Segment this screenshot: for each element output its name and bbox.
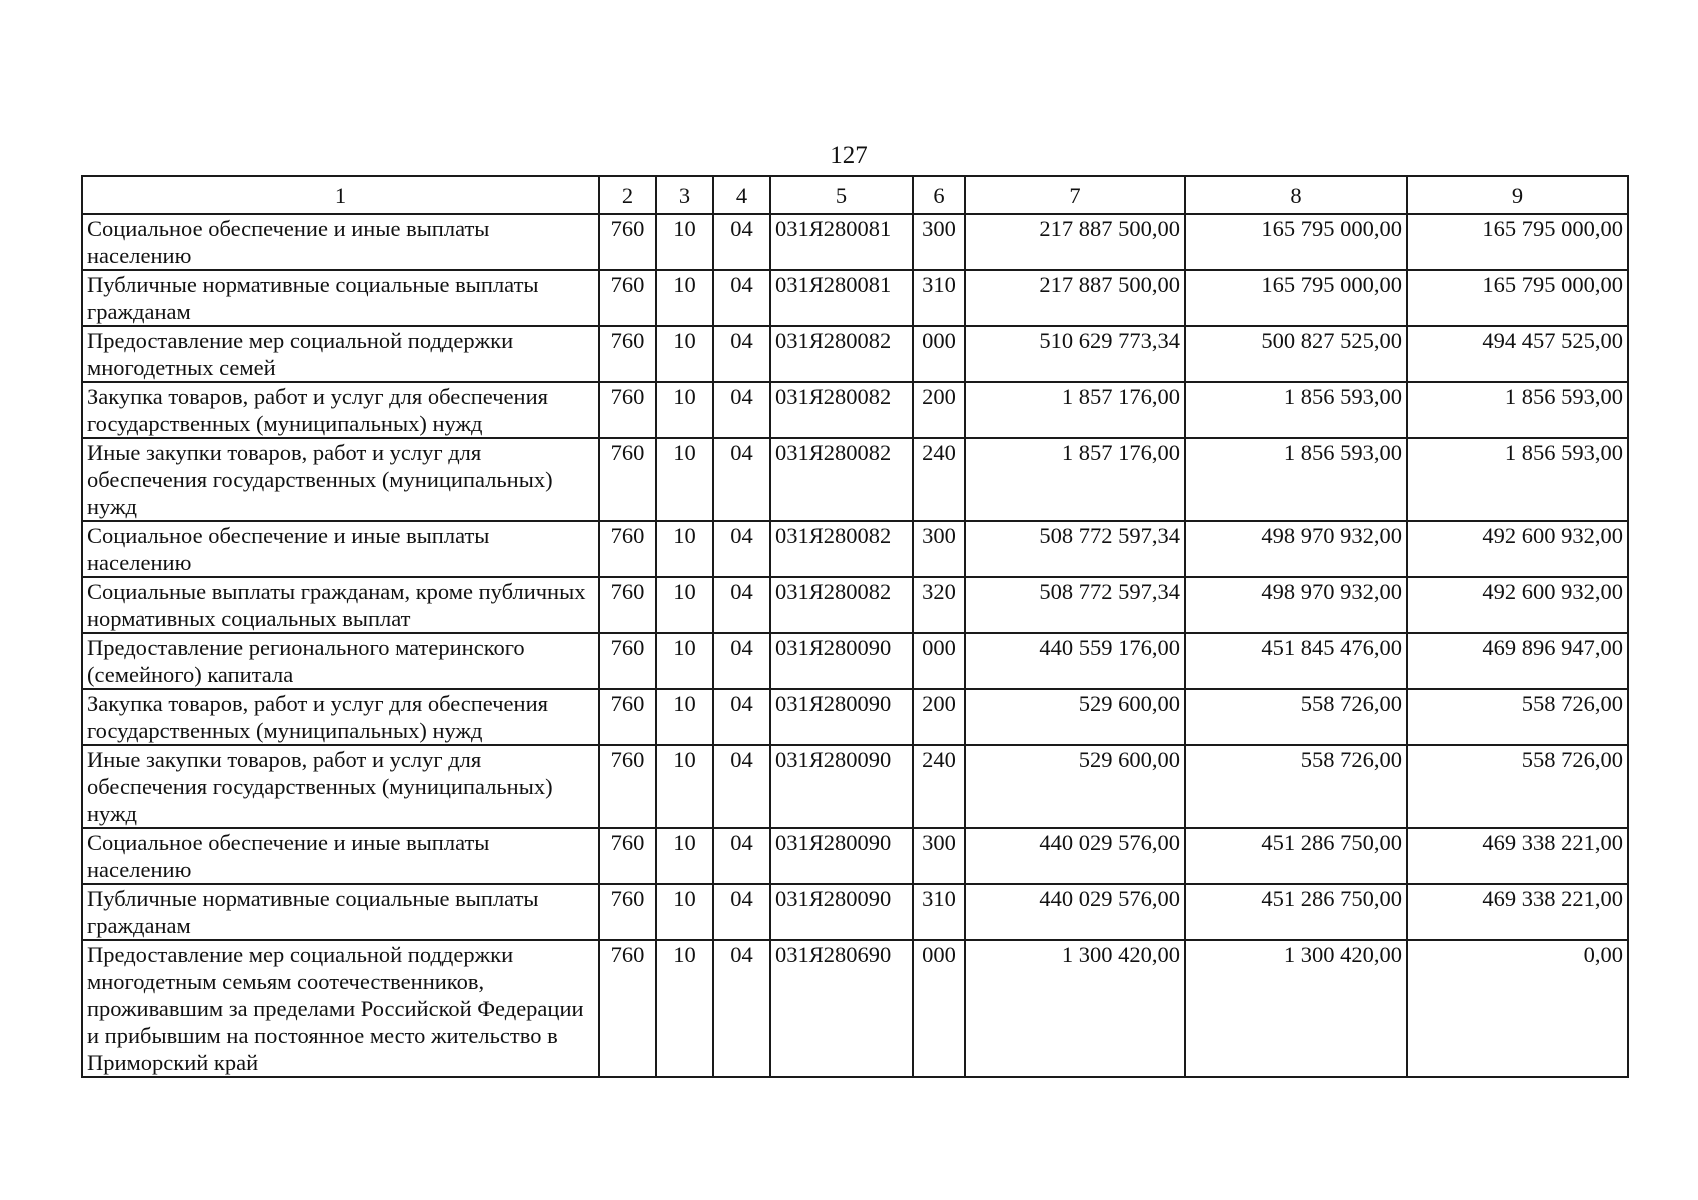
- row-code-5: 031Я280090: [770, 689, 913, 745]
- row-code-3: 10: [656, 577, 713, 633]
- row-code-3: 10: [656, 521, 713, 577]
- row-code-4: 04: [713, 940, 770, 1077]
- budget-table: [81, 175, 1629, 1078]
- header-col-4: 4: [713, 176, 770, 214]
- row-amount-8: 165 795 000,00: [1185, 270, 1407, 326]
- row-amount-9: 492 600 932,00: [1407, 577, 1628, 633]
- header-col-5: 5: [770, 176, 913, 214]
- row-code-2: 760: [599, 689, 656, 745]
- row-code-6: 300: [913, 521, 965, 577]
- row-amount-9: 469 338 221,00: [1407, 828, 1628, 884]
- row-code-6: 200: [913, 382, 965, 438]
- row-code-5: 031Я280090: [770, 633, 913, 689]
- header-col-6: 6: [913, 176, 965, 214]
- row-code-2: 760: [599, 438, 656, 521]
- row-code-2: 760: [599, 745, 656, 828]
- row-amount-9: 558 726,00: [1407, 745, 1628, 828]
- row-amount-9: 469 896 947,00: [1407, 633, 1628, 689]
- row-amount-7: 1 857 176,00: [965, 382, 1185, 438]
- header-col-9: 9: [1407, 176, 1628, 214]
- header-col-3: 3: [656, 176, 713, 214]
- row-amount-7: 508 772 597,34: [965, 577, 1185, 633]
- row-amount-9: 1 856 593,00: [1407, 438, 1628, 521]
- table-row: [82, 214, 1628, 270]
- row-code-6: 300: [913, 214, 965, 270]
- header-col-2: 2: [599, 176, 656, 214]
- row-amount-7: 440 559 176,00: [965, 633, 1185, 689]
- row-code-2: 760: [599, 940, 656, 1077]
- row-code-6: 310: [913, 270, 965, 326]
- table-row: [82, 326, 1628, 382]
- row-code-3: 10: [656, 382, 713, 438]
- table-row: [82, 438, 1628, 521]
- row-code-2: 760: [599, 521, 656, 577]
- row-amount-9: 494 457 525,00: [1407, 326, 1628, 382]
- row-name: Иные закупки товаров, работ и услуг для обеспечения государственных (муниципальных) нужд: [82, 438, 599, 521]
- row-code-6: 240: [913, 438, 965, 521]
- row-amount-9: 0,00: [1407, 940, 1628, 1077]
- row-amount-7: 1 300 420,00: [965, 940, 1185, 1077]
- row-amount-8: 451 286 750,00: [1185, 884, 1407, 940]
- row-code-4: 04: [713, 633, 770, 689]
- row-name: Предоставление мер социальной поддержки многодетных семей: [82, 326, 599, 382]
- row-code-3: 10: [656, 438, 713, 521]
- row-code-6: 200: [913, 689, 965, 745]
- row-code-5: 031Я280082: [770, 326, 913, 382]
- row-code-5: 031Я280082: [770, 438, 913, 521]
- table-row: [82, 884, 1628, 940]
- row-code-4: 04: [713, 270, 770, 326]
- row-code-3: 10: [656, 633, 713, 689]
- row-code-3: 10: [656, 884, 713, 940]
- row-code-5: 031Я280081: [770, 270, 913, 326]
- row-code-4: 04: [713, 689, 770, 745]
- row-code-6: 300: [913, 828, 965, 884]
- row-code-3: 10: [656, 940, 713, 1077]
- row-amount-9: 165 795 000,00: [1407, 270, 1628, 326]
- row-amount-7: 440 029 576,00: [965, 884, 1185, 940]
- row-amount-8: 498 970 932,00: [1185, 521, 1407, 577]
- row-amount-8: 451 286 750,00: [1185, 828, 1407, 884]
- row-code-2: 760: [599, 382, 656, 438]
- page-number: 127: [830, 142, 868, 169]
- row-code-3: 10: [656, 270, 713, 326]
- row-code-4: 04: [713, 884, 770, 940]
- row-name: Публичные нормативные социальные выплаты гражданам: [82, 884, 599, 940]
- row-amount-9: 558 726,00: [1407, 689, 1628, 745]
- row-code-4: 04: [713, 382, 770, 438]
- row-code-2: 760: [599, 633, 656, 689]
- row-amount-9: 1 856 593,00: [1407, 382, 1628, 438]
- row-amount-8: 1 856 593,00: [1185, 382, 1407, 438]
- table-row: [82, 940, 1628, 1077]
- row-code-2: 760: [599, 214, 656, 270]
- row-code-5: 031Я280090: [770, 884, 913, 940]
- row-name: Закупка товаров, работ и услуг для обеспечения государственных (муниципальных) нужд: [82, 382, 599, 438]
- row-name: Социальное обеспечение и иные выплаты населению: [82, 828, 599, 884]
- row-code-2: 760: [599, 270, 656, 326]
- row-amount-9: 492 600 932,00: [1407, 521, 1628, 577]
- row-code-4: 04: [713, 745, 770, 828]
- row-amount-7: 529 600,00: [965, 689, 1185, 745]
- row-code-6: 000: [913, 326, 965, 382]
- row-code-2: 760: [599, 577, 656, 633]
- table-row: [82, 633, 1628, 689]
- table-row: [82, 828, 1628, 884]
- table-row: [82, 745, 1628, 828]
- table-row: [82, 270, 1628, 326]
- table-row: [82, 382, 1628, 438]
- row-name: Социальное обеспечение и иные выплаты населению: [82, 521, 599, 577]
- row-code-3: 10: [656, 828, 713, 884]
- row-code-6: 000: [913, 940, 965, 1077]
- row-code-2: 760: [599, 884, 656, 940]
- table-row: [82, 577, 1628, 633]
- header-row: [82, 176, 1628, 214]
- row-code-5: 031Я280090: [770, 745, 913, 828]
- row-amount-7: 217 887 500,00: [965, 270, 1185, 326]
- row-code-2: 760: [599, 326, 656, 382]
- table-row: [82, 521, 1628, 577]
- row-amount-8: 1 300 420,00: [1185, 940, 1407, 1077]
- row-code-5: 031Я280690: [770, 940, 913, 1077]
- row-amount-7: 529 600,00: [965, 745, 1185, 828]
- row-amount-8: 165 795 000,00: [1185, 214, 1407, 270]
- row-code-4: 04: [713, 438, 770, 521]
- row-amount-8: 558 726,00: [1185, 689, 1407, 745]
- row-amount-9: 469 338 221,00: [1407, 884, 1628, 940]
- row-code-4: 04: [713, 577, 770, 633]
- row-code-6: 310: [913, 884, 965, 940]
- row-code-2: 760: [599, 828, 656, 884]
- row-code-5: 031Я280081: [770, 214, 913, 270]
- row-code-6: 240: [913, 745, 965, 828]
- row-code-4: 04: [713, 521, 770, 577]
- table-row: [82, 689, 1628, 745]
- row-code-5: 031Я280082: [770, 577, 913, 633]
- row-amount-7: 510 629 773,34: [965, 326, 1185, 382]
- row-name: Иные закупки товаров, работ и услуг для обеспечения государственных (муниципальных) нужд: [82, 745, 599, 828]
- header-col-8: 8: [1185, 176, 1407, 214]
- row-code-4: 04: [713, 326, 770, 382]
- row-name: Социальное обеспечение и иные выплаты населению: [82, 214, 599, 270]
- row-amount-8: 498 970 932,00: [1185, 577, 1407, 633]
- row-amount-7: 440 029 576,00: [965, 828, 1185, 884]
- row-code-3: 10: [656, 214, 713, 270]
- row-code-5: 031Я280090: [770, 828, 913, 884]
- row-amount-7: 508 772 597,34: [965, 521, 1185, 577]
- row-code-4: 04: [713, 214, 770, 270]
- header-col-7: 7: [965, 176, 1185, 214]
- row-code-3: 10: [656, 326, 713, 382]
- table-body: [82, 214, 1628, 1077]
- row-code-6: 320: [913, 577, 965, 633]
- row-amount-8: 451 845 476,00: [1185, 633, 1407, 689]
- row-amount-7: 1 857 176,00: [965, 438, 1185, 521]
- row-code-5: 031Я280082: [770, 521, 913, 577]
- row-code-3: 10: [656, 745, 713, 828]
- header-col-1: 1: [82, 176, 599, 214]
- row-amount-8: 558 726,00: [1185, 745, 1407, 828]
- row-name: Предоставление мер социальной поддержки многодетным семьям соотечественников, проживавшим за пределами Российской Федерации и прибывшим на постоянное место жительство в Приморский край: [82, 940, 599, 1077]
- row-code-6: 000: [913, 633, 965, 689]
- row-amount-8: 500 827 525,00: [1185, 326, 1407, 382]
- table-header: [82, 176, 1628, 214]
- row-amount-9: 165 795 000,00: [1407, 214, 1628, 270]
- row-code-5: 031Я280082: [770, 382, 913, 438]
- row-name: Социальные выплаты гражданам, кроме публичных нормативных социальных выплат: [82, 577, 599, 633]
- row-code-4: 04: [713, 828, 770, 884]
- row-amount-7: 217 887 500,00: [965, 214, 1185, 270]
- row-name: Предоставление регионального материнского (семейного) капитала: [82, 633, 599, 689]
- row-code-3: 10: [656, 689, 713, 745]
- row-name: Закупка товаров, работ и услуг для обеспечения государственных (муниципальных) нужд: [82, 689, 599, 745]
- row-amount-8: 1 856 593,00: [1185, 438, 1407, 521]
- row-name: Публичные нормативные социальные выплаты гражданам: [82, 270, 599, 326]
